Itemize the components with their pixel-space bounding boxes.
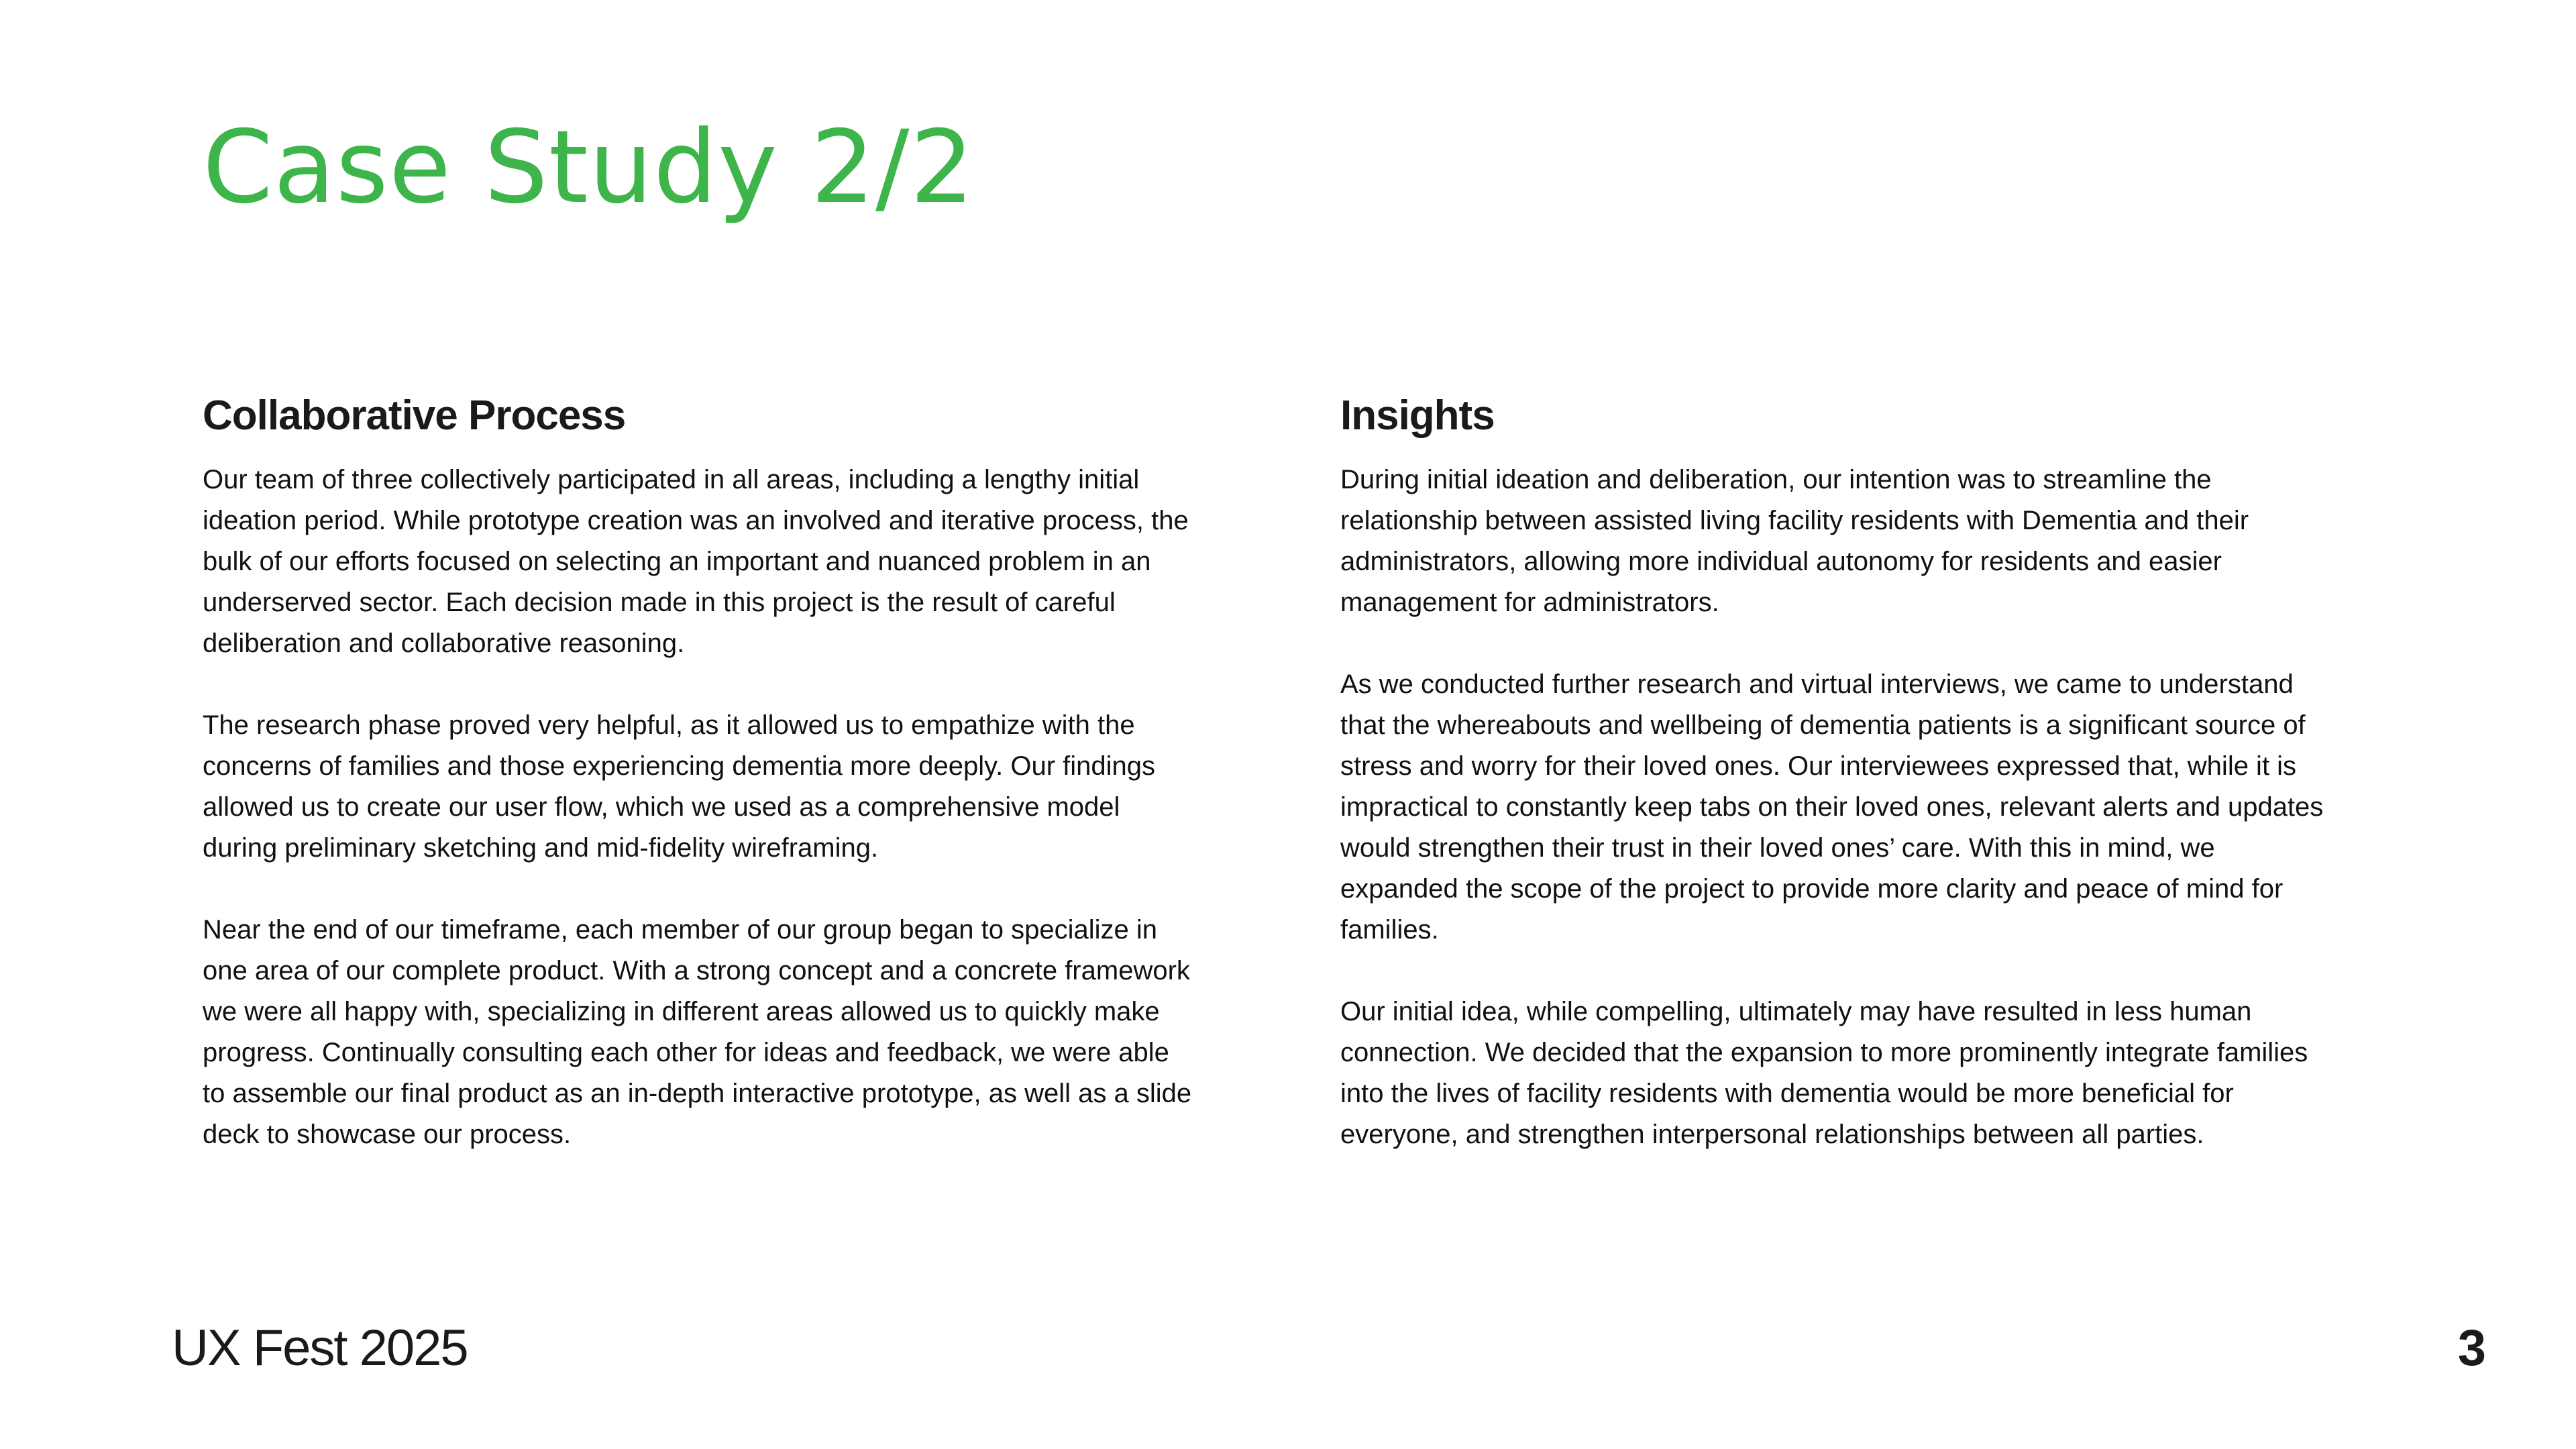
text-line: connection. We decided that the expansion to more prominently integrate families: [1340, 1038, 2308, 1067]
text-line: everyone, and strengthen interpersonal relationships between all parties.: [1340, 1120, 2204, 1149]
text-line: The research phase proved very helpful, as it allowed us to empathize with the: [203, 710, 1135, 740]
text-line: impractical to constantly keep tabs on their loved ones, relevant alerts and updates: [1340, 792, 2324, 822]
text-line: deliberation and collaborative reasoning.: [203, 629, 685, 658]
insights-column: [1340, 389, 2414, 1196]
paragraph: [1340, 991, 2414, 1155]
insights-heading: Insights: [1340, 392, 1495, 439]
text-line: progress. Continually consulting each other for ideas and feedback, we were able: [203, 1038, 1169, 1067]
text-line: expanded the scope of the project to provide more clarity and peace of mind for: [1340, 874, 2284, 904]
text-line: we were all happy with, specializing in different areas allowed us to quickly make: [203, 997, 1160, 1026]
paragraph: [1340, 460, 2414, 623]
text-line: during preliminary sketching and mid-fidelity wireframing.: [203, 833, 879, 863]
paragraph: [203, 910, 1276, 1155]
slide-title: Case Study 2/2: [203, 109, 975, 226]
paragraph: [203, 460, 1276, 664]
text-line: that the whereabouts and wellbeing of dementia patients is a significant source of: [1340, 710, 2306, 740]
text-line: families.: [1340, 915, 1439, 945]
text-line: administrators, allowing more individual autonomy for residents and easier: [1340, 547, 2222, 576]
text-line: concerns of families and those experiencing dementia more deeply. Our findings: [203, 751, 1156, 781]
text-line: deck to showcase our process.: [203, 1120, 572, 1149]
text-line: relationship between assisted living facility residents with Dementia and their: [1340, 506, 2249, 535]
footer-event-label: UX Fest 2025: [172, 1320, 468, 1377]
text-line: During initial ideation and deliberation, our intention was to streamline the: [1340, 465, 2212, 494]
page-number: 3: [2457, 1320, 2486, 1377]
paragraph: [203, 705, 1276, 869]
text-line: As we conducted further research and virtual interviews, we came to understand: [1340, 669, 2294, 699]
paragraph: [1340, 664, 2414, 951]
text-line: allowed us to create our user flow, which we used as a comprehensive model: [203, 792, 1120, 822]
text-line: into the lives of facility residents with dementia would be more beneficial for: [1340, 1079, 2234, 1108]
text-line: to assemble our final product as an in-depth interactive prototype, as well as a slide: [203, 1079, 1192, 1108]
text-line: management for administrators.: [1340, 588, 1719, 617]
text-line: Our initial idea, while compelling, ultimately may have resulted in less human: [1340, 997, 2252, 1026]
text-line: bulk of our efforts focused on selecting an important and nuanced problem in an: [203, 547, 1151, 576]
text-line: Our team of three collectively participated in all areas, including a lengthy initial: [203, 465, 1140, 494]
collaborative-process-column: [203, 389, 1276, 1196]
text-line: ideation period. While prototype creation was an involved and iterative process, the: [203, 506, 1189, 535]
collaborative-process-heading: Collaborative Process: [203, 392, 626, 439]
text-line: one area of our complete product. With a strong concept and a concrete framework: [203, 956, 1190, 985]
text-line: underserved sector. Each decision made in this project is the result of careful: [203, 588, 1116, 617]
text-line: stress and worry for their loved ones. Our interviewees expressed that, while it is: [1340, 751, 2297, 781]
text-line: would strengthen their trust in their loved ones’ care. With this in mind, we: [1340, 833, 2215, 863]
text-line: Near the end of our timeframe, each member of our group began to specialize in: [203, 915, 1158, 945]
